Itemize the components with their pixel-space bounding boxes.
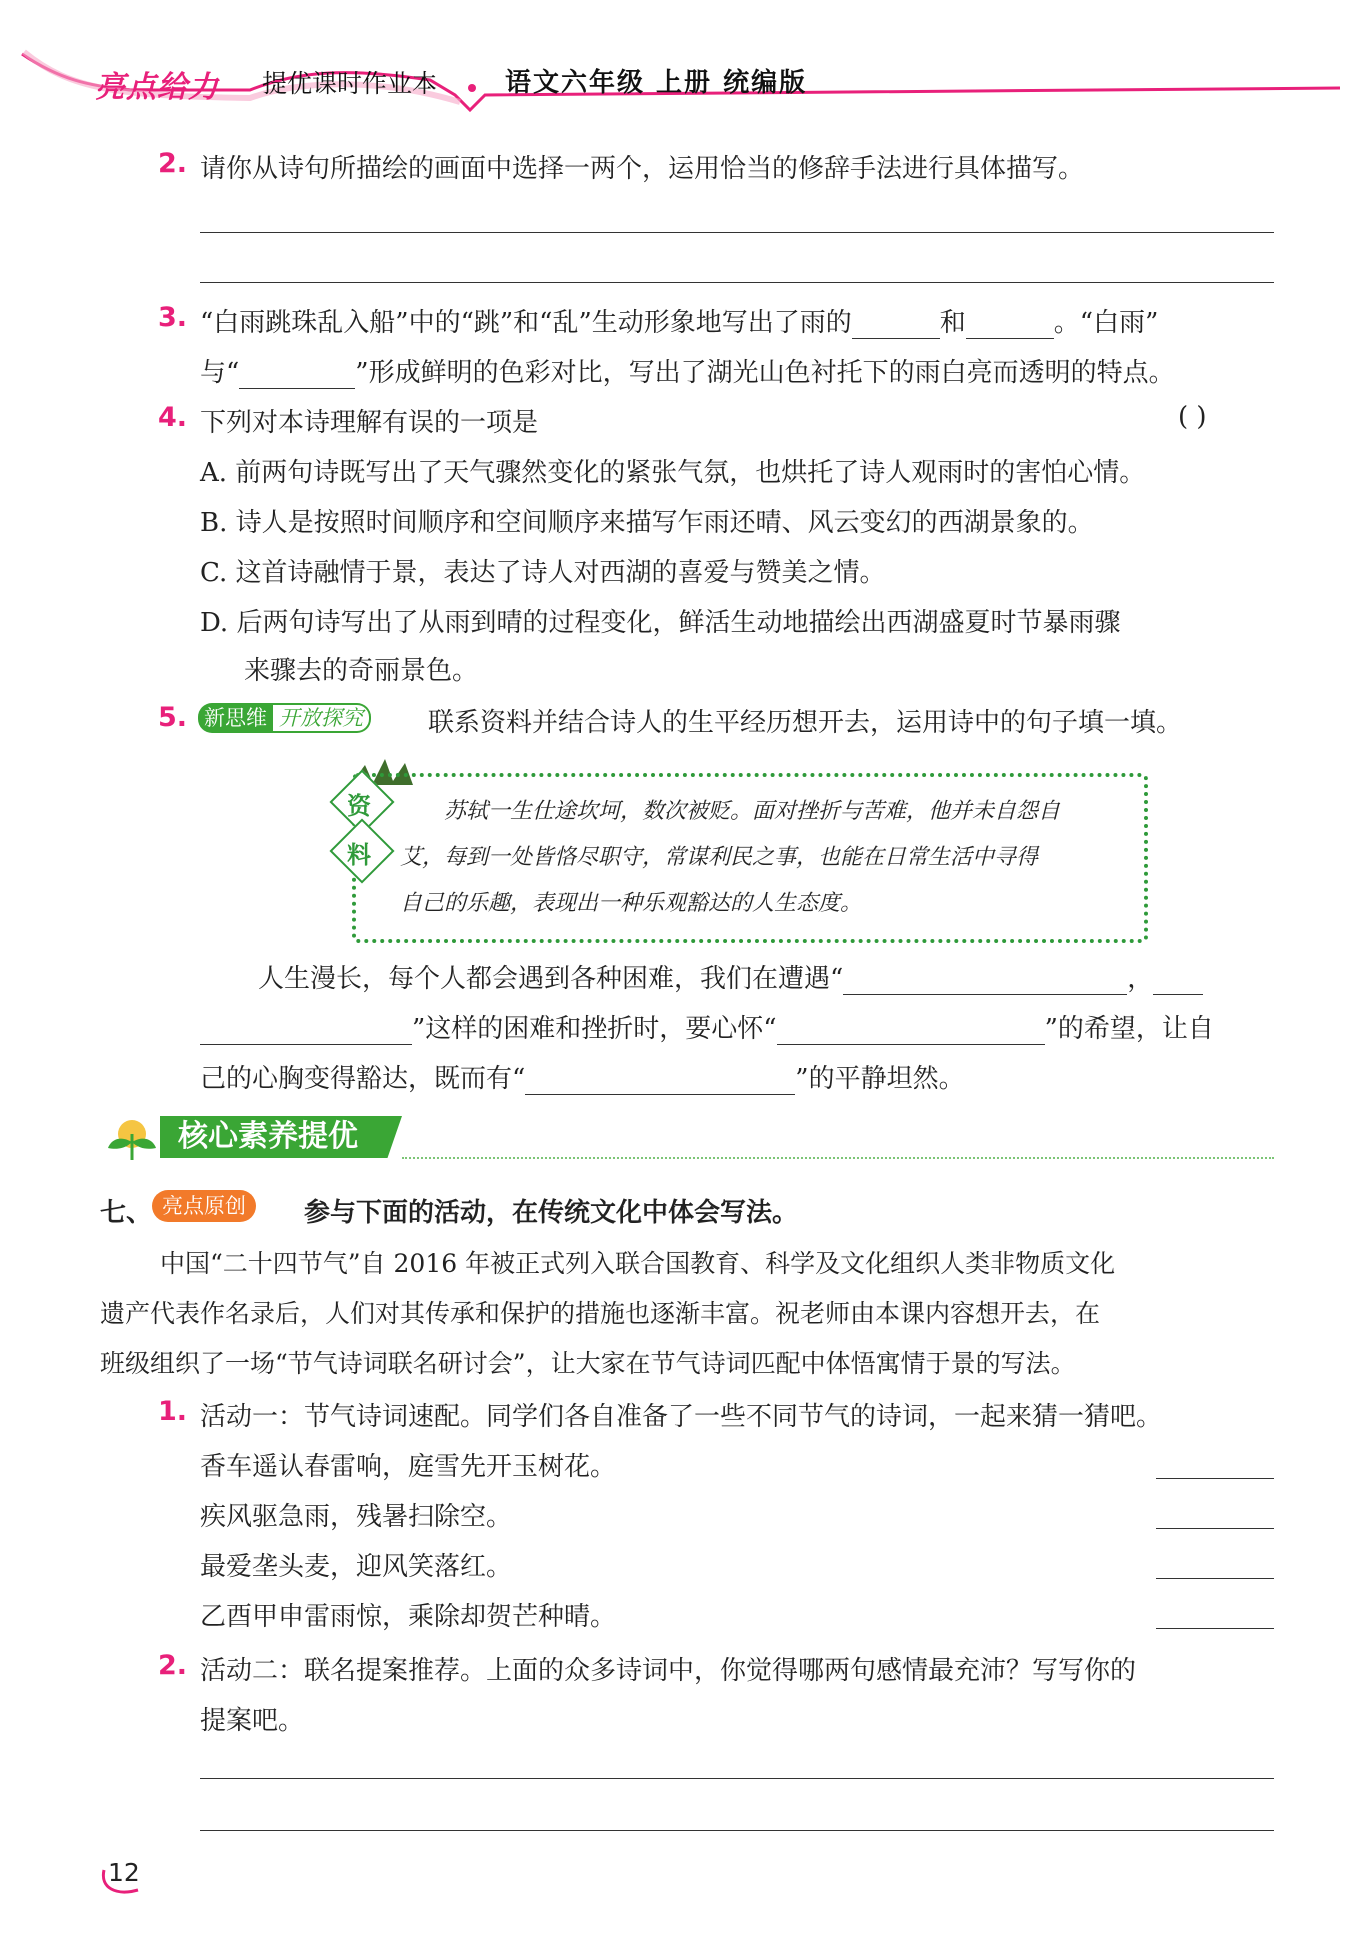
original-badge: 亮点原创 xyxy=(152,1190,256,1222)
fill-blank[interactable] xyxy=(852,310,940,339)
question-text: ”这样的困难和挫折时，要心怀“ xyxy=(412,1014,777,1044)
option-c: C. 这首诗融情于景，表达了诗人对西湖的喜爱与赞美之情。 xyxy=(200,558,886,588)
question-3-line-1 xyxy=(200,302,1158,339)
answer-line[interactable] xyxy=(200,1778,1274,1779)
question-text: 和 xyxy=(939,308,966,338)
question-text: ”的平静坦然。 xyxy=(795,1064,965,1094)
question-number: 5. xyxy=(158,702,188,733)
option-d-continued: 来骤去的奇丽景色。 xyxy=(244,656,479,686)
badge-label: 开放探究 xyxy=(273,703,371,733)
option-b: B. 诗人是按照时间顺序和空间顺序来描写乍雨还晴、风云变幻的西湖景象的。 xyxy=(200,508,1094,538)
page-number: 12 xyxy=(108,1858,140,1887)
material-tag-char: 料 xyxy=(347,841,371,869)
answer-line[interactable] xyxy=(1156,1628,1274,1629)
question-2-text: 请你从诗句所描绘的画面中选择一两个，运用恰当的修辞手法进行具体描写。 xyxy=(200,154,1085,184)
poem-line: 香车遥认春雷响，庭雪先开玉树花。 xyxy=(200,1452,617,1482)
poem-line: 乙酉甲申雷雨惊，乘除却贺芒种晴。 xyxy=(200,1602,617,1632)
question-text: 与“ xyxy=(200,358,240,388)
part-label: 七、 xyxy=(100,1198,153,1228)
fill-blank[interactable] xyxy=(777,1016,1045,1045)
fill-sentence-1 xyxy=(258,958,1203,995)
answer-line[interactable] xyxy=(200,232,1274,233)
intro-line: 班级组织了一场“节气诗词联名研讨会”，让大家在节气诗词匹配中体悟寓情于景的写法。 xyxy=(100,1349,1076,1378)
question-text: “白雨跳珠乱入船”中的“跳”和“乱”生动形象地写出了雨的 xyxy=(200,308,852,338)
question-text: 人生漫长，每个人都会遇到各种困难，我们在遭遇“ xyxy=(258,964,844,994)
question-text: ”的希望，让自 xyxy=(1044,1014,1214,1044)
question-5-stem: 联系资料并结合诗人的生平经历想开去，运用诗中的句子填一填。 xyxy=(428,708,1183,738)
part-7-stem: 参与下面的活动，在传统文化中体会写法。 xyxy=(304,1198,799,1228)
question-number: 2. xyxy=(158,148,188,179)
activity-1-text: 活动一：节气诗词速配。同学们各自准备了一些不同节气的诗词，一起来猜一猜吧。 xyxy=(200,1402,1163,1432)
question-text: ， xyxy=(1127,964,1154,994)
option-a: A. 前两句诗既写出了天气骤然变化的紧张气氛，也烘托了诗人观雨时的害怕心情。 xyxy=(200,458,1146,488)
intro-line: 中国“二十四节气”自 2016 年被正式列入联合国教育、科学及文化组织人类非物质文化 xyxy=(160,1249,1116,1278)
fill-blank[interactable] xyxy=(1153,966,1203,995)
badge-label: 新思维 xyxy=(198,703,273,733)
answer-line[interactable] xyxy=(1156,1578,1274,1579)
material-line: 苏轼一生仕途坎坷，数次被贬。面对挫折与苦难，他并未自怨自 xyxy=(444,799,1061,824)
new-thinking-badge xyxy=(198,702,371,734)
section-title: 核心素养提优 xyxy=(178,1119,358,1154)
fill-blank[interactable] xyxy=(200,1016,412,1045)
question-number: 2. xyxy=(158,1650,188,1681)
poem-line: 最爱垄头麦，迎风笑落红。 xyxy=(200,1552,513,1582)
question-number: 4. xyxy=(158,402,188,433)
page-header xyxy=(0,40,1350,120)
question-number: 3. xyxy=(158,302,188,333)
answer-line[interactable] xyxy=(200,1830,1274,1831)
fill-sentence-3 xyxy=(200,1058,965,1095)
question-4-stem: 下列对本诗理解有误的一项是 xyxy=(200,408,539,438)
fill-blank[interactable] xyxy=(239,360,355,389)
grade-label: 语文六年级 上册 统编版 xyxy=(505,68,808,98)
fill-sentence-2 xyxy=(200,1008,1214,1045)
book-title: 提优课时作业本 xyxy=(262,69,438,98)
sprout-icon xyxy=(104,1112,160,1162)
question-text: ”形成鲜明的色彩对比，写出了湖光山色衬托下的雨白亮而透明的特点。 xyxy=(355,358,1175,388)
section-divider xyxy=(402,1157,1274,1159)
fill-blank[interactable] xyxy=(843,966,1127,995)
intro-line: 遗产代表作名录后，人们对其传承和保护的措施也逐渐丰富。祝老师由本课内容想开去，在 xyxy=(100,1299,1101,1328)
fill-blank[interactable] xyxy=(966,310,1054,339)
material-line: 艾，每到一处皆恪尽职守，常谋利民之事，也能在日常生活中寻得 xyxy=(400,845,1039,870)
activity-2-line-1: 活动二：联名提案推荐。上面的众多诗词中，你觉得哪两句感情最充沛？写写你的 xyxy=(200,1656,1137,1686)
question-number: 1. xyxy=(158,1396,188,1427)
question-text: 己的心胸变得豁达，既而有“ xyxy=(200,1064,526,1094)
answer-parentheses[interactable]: ( ) xyxy=(1178,402,1207,432)
activity-2-line-2: 提案吧。 xyxy=(200,1706,305,1736)
question-text: 。“白雨” xyxy=(1053,308,1159,338)
answer-line[interactable] xyxy=(1156,1478,1274,1479)
question-3-line-2 xyxy=(200,352,1175,389)
material-line: 自己的乐趣，表现出一种乐观豁达的人生态度。 xyxy=(400,891,863,916)
fill-blank[interactable] xyxy=(525,1066,795,1095)
option-d: D. 后两句诗写出了从雨到晴的过程变化，鲜活生动地描绘出西湖盛夏时节暴雨骤 xyxy=(200,608,1121,638)
poem-line: 疾风驱急雨，残暑扫除空。 xyxy=(200,1502,513,1532)
answer-line[interactable] xyxy=(1156,1528,1274,1529)
answer-line[interactable] xyxy=(200,282,1274,283)
header-dot-icon xyxy=(468,84,476,92)
brand-logo: 亮点给力 xyxy=(95,70,219,105)
material-tag-char: 资 xyxy=(347,792,371,820)
